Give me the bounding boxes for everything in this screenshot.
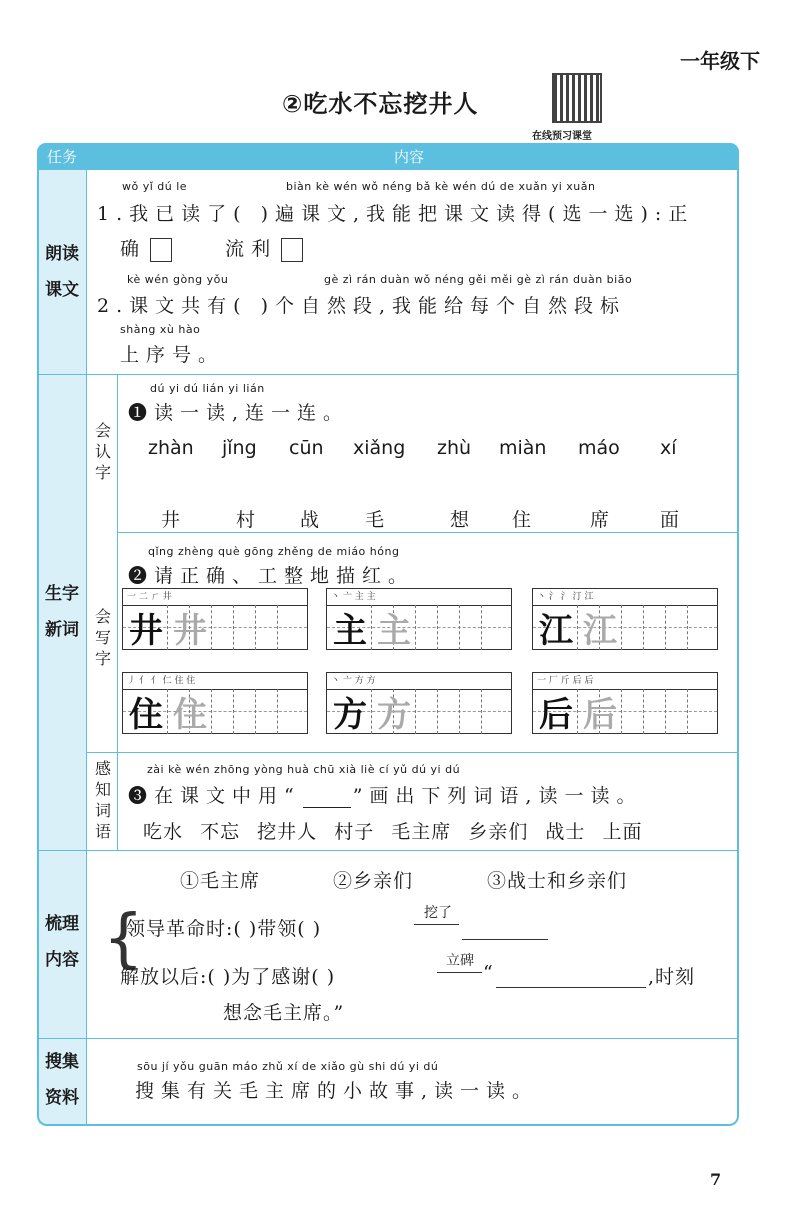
checkbox-fluent[interactable]: [281, 238, 303, 262]
stroke-order: 丶 亠 方 方: [331, 676, 376, 686]
hanzi-item[interactable]: 毛: [365, 509, 385, 531]
pinyin-item[interactable]: zhàn: [148, 437, 194, 459]
checkbox-correct[interactable]: [150, 238, 172, 262]
grid-cell-line[interactable]: [577, 605, 578, 650]
sort-line-2: 解放以后:( )为了感谢( ): [120, 966, 336, 988]
hanzi-item[interactable]: 井: [161, 509, 181, 531]
option-correct: 确: [120, 238, 147, 260]
pinyin-item[interactable]: zhù: [437, 437, 472, 459]
word[interactable]: 村子: [334, 821, 375, 843]
header-task: 任务: [47, 148, 78, 166]
grid-cell-line[interactable]: [277, 605, 278, 650]
instruction-3-b: ”画出下列词语,读一读。: [352, 785, 643, 807]
word[interactable]: 乡亲们: [468, 821, 529, 843]
grid-cell-line[interactable]: [665, 605, 666, 650]
pinyin-item[interactable]: máo: [578, 437, 620, 459]
grid-cell-line[interactable]: [437, 689, 438, 734]
pinyin-item[interactable]: cūn: [289, 437, 324, 459]
sort-line-1: 领导革命时:( )带领( ): [126, 918, 322, 940]
hanzi-item[interactable]: 想: [450, 509, 470, 531]
pinyin: shàng xù hào: [120, 323, 201, 336]
trace-char[interactable]: 井: [173, 611, 207, 651]
instruction-2: ❷请正确、工整地描红。: [128, 565, 415, 587]
collect-text: 搜集有关毛主席的小故事,读一读。: [135, 1080, 539, 1102]
hanzi-item[interactable]: 面: [660, 509, 680, 531]
arrow-label-2: 立碑: [446, 953, 474, 969]
tracing-strip: [122, 588, 308, 650]
hanzi-item[interactable]: 住: [512, 509, 532, 531]
column-divider: [86, 170, 87, 1125]
grid-cell-line[interactable]: [643, 689, 644, 734]
grid-cell-line[interactable]: [459, 689, 460, 734]
grid-cell-line[interactable]: [621, 605, 622, 650]
row-divider: [39, 374, 737, 375]
grid-cell-line[interactable]: [167, 605, 168, 650]
lesson-title: ②吃水不忘挖井人: [282, 90, 479, 118]
stroke-order: 一 厂 斤 后 后: [537, 676, 594, 686]
task-read: 朗读课文: [45, 244, 79, 300]
hanzi-item[interactable]: 村: [236, 509, 256, 531]
grid-cell-line[interactable]: [415, 605, 416, 650]
stroke-order: 丶 氵 氵 汀 江: [537, 592, 594, 602]
row-divider: [86, 752, 737, 753]
stroke-order: 丶 亠 主 主: [331, 592, 376, 602]
grid-cell-line[interactable]: [687, 689, 688, 734]
pinyin: qǐng zhèng què gōng zhěng de miáo hóng: [148, 545, 400, 558]
pinyin: wǒ yǐ dú le: [122, 180, 188, 193]
row-divider: [39, 1038, 737, 1039]
subtask-write: 会写字: [94, 607, 111, 668]
grid-cell-line[interactable]: [211, 689, 212, 734]
task-collect: 搜集资料: [45, 1052, 79, 1108]
grid-cell-line[interactable]: [233, 689, 234, 734]
instruction-3: [128, 781, 642, 808]
answer-blank-2[interactable]: [496, 987, 646, 988]
instruction-1: ❶读一读,连一连。: [128, 402, 350, 424]
subtask-perceive: 感知词语: [94, 759, 111, 841]
arrow-label-1: 挖了: [424, 905, 452, 921]
grid-cell-line[interactable]: [211, 605, 212, 650]
hanzi-item[interactable]: 战: [300, 509, 320, 531]
option-1: ①毛主席: [180, 870, 261, 892]
arrow-1: [414, 924, 459, 925]
arrow-2: [437, 972, 482, 973]
model-char: 后: [539, 695, 573, 735]
pinyin: dú yi dú lián yi lián: [150, 382, 265, 395]
task-words: 生字新词: [45, 584, 79, 640]
option-2: ②乡亲们: [333, 870, 414, 892]
pinyin: zài kè wén zhōng yòng huà chū xià liè cí yǔ dú yi dú: [147, 763, 461, 776]
word[interactable]: 战士: [545, 821, 586, 843]
grid-cell-line[interactable]: [371, 605, 372, 650]
word[interactable]: 毛主席: [391, 821, 452, 843]
tracing-strip: [326, 672, 512, 734]
quote-open: “: [483, 962, 500, 984]
qr-code[interactable]: [552, 73, 602, 123]
hanzi-item[interactable]: 席: [590, 509, 610, 531]
header-content: 内容: [394, 148, 425, 166]
trace-char[interactable]: 江: [583, 611, 617, 651]
row-divider: [117, 532, 737, 533]
tracing-strip: [532, 672, 718, 734]
subtask-recognize: 会认字: [94, 421, 111, 482]
option-fluent: 流利: [225, 238, 278, 260]
grid-cell-line[interactable]: [665, 689, 666, 734]
pinyin: gè zì rán duàn wǒ néng gěi měi gè zì rán duàn biāo: [324, 273, 633, 286]
stroke-order: 一 二 ㄏ 井: [127, 592, 172, 602]
answer-blank-1[interactable]: [462, 939, 548, 940]
qr-caption: 在线预习课堂: [532, 131, 592, 142]
grid-cell-line[interactable]: [577, 689, 578, 734]
grid-cell-line[interactable]: [643, 605, 644, 650]
tracing-strip: [532, 588, 718, 650]
instruction-3-a: ❸在课文中用“: [128, 785, 301, 807]
grid-cell-line[interactable]: [233, 605, 234, 650]
trace-char[interactable]: 方: [377, 695, 411, 735]
word[interactable]: 挖井人: [257, 821, 318, 843]
grid-cell-line[interactable]: [687, 605, 688, 650]
pinyin-item[interactable]: xí: [660, 437, 677, 459]
sort-line-3: 想念毛主席。”: [223, 1002, 345, 1024]
grid-cell-line[interactable]: [415, 689, 416, 734]
model-char: 主: [333, 611, 367, 651]
grid-cell-line[interactable]: [437, 605, 438, 650]
pinyin-item[interactable]: miàn: [499, 437, 547, 459]
tracing-strip: [122, 672, 308, 734]
pinyin: sōu jí yǒu guān máo zhǔ xí de xiǎo gù shi dú yi dú: [137, 1060, 439, 1073]
grid-cell-line[interactable]: [255, 605, 256, 650]
question-2-cont: 上序号。: [120, 344, 225, 366]
underline-sample: [303, 807, 351, 808]
word[interactable]: 上面: [602, 821, 643, 843]
grid-cell-line[interactable]: [277, 689, 278, 734]
pinyin: biàn kè wén wǒ néng bǎ kè wén dú de xuǎn yi xuǎn: [286, 180, 596, 193]
pinyin-item[interactable]: xiǎng: [353, 437, 406, 459]
brace: {: [103, 902, 144, 976]
trace-char[interactable]: 主: [377, 611, 411, 651]
model-char: 方: [333, 695, 367, 735]
model-char: 住: [129, 695, 163, 735]
grid-cell-line[interactable]: [481, 605, 482, 650]
grid-cell-line[interactable]: [255, 689, 256, 734]
grade-label: 一年级下: [680, 49, 760, 73]
pinyin-item[interactable]: jǐng: [222, 437, 257, 459]
question-1-options: [120, 234, 303, 262]
trace-char[interactable]: 后: [583, 695, 617, 735]
grid-cell-line[interactable]: [621, 689, 622, 734]
stroke-order: 丿 亻 亻 仁 住 住: [127, 676, 196, 686]
question-2: 2.课文共有( )个自然段,我能给每个自然段标: [97, 295, 627, 317]
option-3: ③战士和乡亲们: [487, 870, 628, 892]
subtask-divider: [117, 374, 118, 850]
pinyin: kè wén gòng yǒu: [127, 273, 229, 286]
trace-char[interactable]: 住: [173, 695, 207, 735]
grid-cell-line[interactable]: [481, 689, 482, 734]
grid-cell-line[interactable]: [371, 689, 372, 734]
word[interactable]: 吃水: [143, 821, 184, 843]
page-number: 7: [710, 1170, 722, 1189]
question-1: 1.我已读了( )遍课文,我能把课文读得(选一选):正: [97, 203, 695, 225]
sort-line-2-tail: ,时刻: [648, 966, 696, 988]
model-char: 江: [539, 611, 573, 651]
grid-cell-line[interactable]: [459, 605, 460, 650]
row-divider: [39, 850, 737, 851]
tracing-strip: [326, 588, 512, 650]
word-list: [143, 817, 642, 844]
task-sort: 梳理内容: [45, 914, 79, 970]
word[interactable]: 不忘: [200, 821, 241, 843]
model-char: 井: [129, 611, 163, 651]
grid-cell-line[interactable]: [167, 689, 168, 734]
